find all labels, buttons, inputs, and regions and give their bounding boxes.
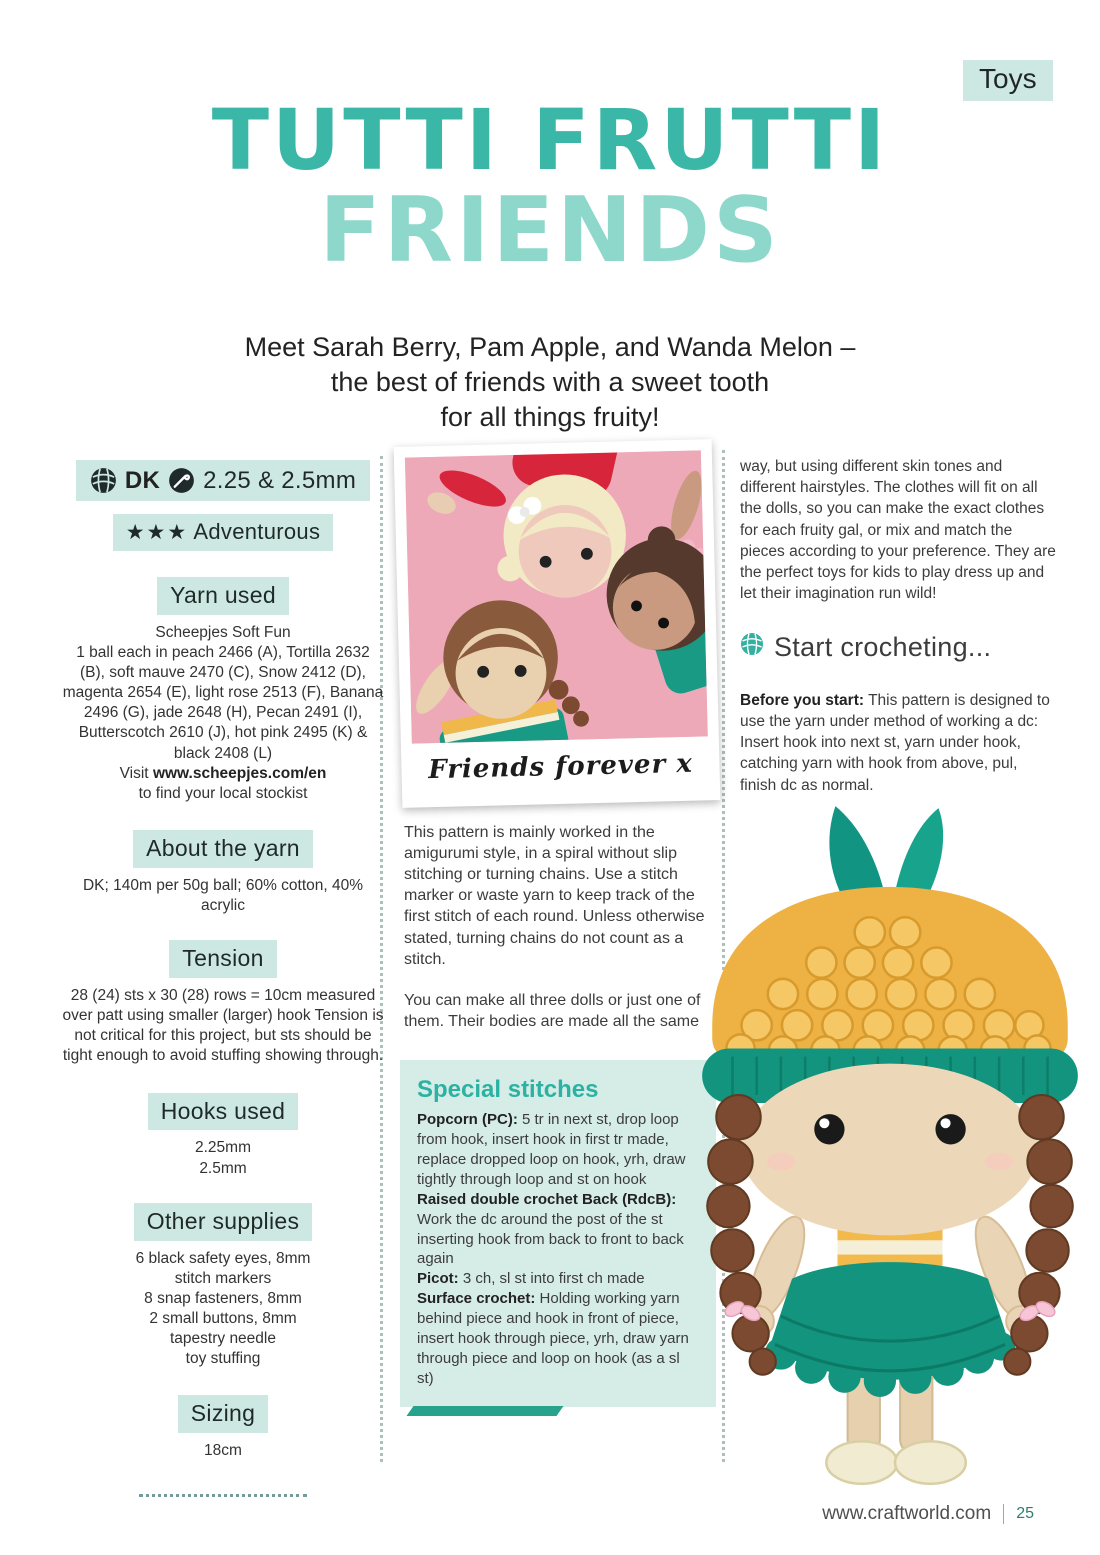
- about-yarn-text: DK; 140m per 50g ball; 60% cotton, 40% acrylic: [82, 876, 364, 914]
- article-subtitle: [0, 330, 1100, 435]
- page-number: 25: [1016, 1505, 1034, 1522]
- polaroid-photo: [394, 439, 721, 808]
- section-heading-yarn-used: Yarn used: [157, 577, 289, 615]
- intro-column: [740, 456, 1056, 811]
- pineapple-doll-illustration: [688, 796, 1092, 1503]
- pattern-intro-para: This pattern is mainly worked in the amigurumi style, in a spiral without slip stitching or turning chains. Use a stitch marker or waste yarn to keep track of the first stitch of each round. Unless otherwise stated, turning chains do not count as a stitch.: [404, 824, 705, 968]
- tension-text: 28 (24) sts x 30 (28) rows = 10cm measured over patt using smaller (larger) hook Tension is not critical for this project, but sts should be tight enough to avoid stuffing showing through.: [62, 987, 384, 1065]
- section-heading-hooks: Hooks used: [148, 1093, 298, 1131]
- supply-item: 2 small buttons, 8mm: [149, 1310, 297, 1328]
- start-crocheting-heading: Start crocheting...: [740, 629, 1056, 666]
- stitch-definition: 5 tr in next st, drop loop from hook, insert hook in first tr made, replace dropped loop on hook, yrh, draw tightly through loop and st on hook: [417, 1110, 686, 1188]
- yarn-icon: [740, 629, 764, 666]
- specs-column: [62, 460, 384, 1497]
- right-intro-para: way, but using different skin tones and different hairstyles. The clothes will fit on all the dolls, so you can make the exact clothes for each fruity gal, or mix and match the pieces according to your preference. They are the perfect toys for kids to play dress up and let their imagination run wild!: [740, 458, 1056, 603]
- before-you-start-term: Before you start:: [740, 691, 865, 709]
- subtitle-line: for all things fruity!: [440, 402, 660, 433]
- section-heading-about: About the yarn: [133, 830, 313, 868]
- hook-size-item: 2.25mm: [195, 1139, 251, 1157]
- dotted-rule: [139, 1494, 307, 1497]
- sizing-value: 18cm: [204, 1442, 242, 1460]
- supply-item: stitch markers: [174, 1269, 272, 1287]
- yarn-weight: DK: [124, 467, 161, 494]
- section-heading-supplies: Other supplies: [134, 1203, 313, 1241]
- pattern-note-para: You can make all three dolls or just one of them. Their bodies are made all the same: [404, 991, 701, 1030]
- supply-item: toy stuffing: [185, 1350, 261, 1368]
- stitch-definition: 3 ch, sl st into first ch made: [462, 1270, 645, 1288]
- supply-item: 8 snap fasteners, 8mm: [144, 1289, 302, 1307]
- difficulty-label: Adventurous: [193, 519, 321, 545]
- before-you-start-para: Before you start: This pattern is designed to use the yarn under method of working a dc: Insert hook into next st, yarn under hook, catching yarn with hook from above, pul, finish dc as normal.: [740, 691, 1050, 794]
- footer: [822, 1503, 1034, 1525]
- stitch-term: Picot:: [417, 1270, 459, 1288]
- stockist-note: to find your local stockist: [138, 784, 308, 802]
- stitch-item: [417, 1289, 699, 1389]
- star-icons: ★★★: [125, 521, 189, 545]
- yarn-used-text: [62, 623, 384, 804]
- stitch-term: Raised double crochet Back (RdcB):: [417, 1190, 677, 1208]
- spec-badge: [76, 460, 370, 501]
- photo-caption: Friends forever x: [427, 748, 694, 786]
- yarn-ball-icon: [90, 467, 117, 494]
- site-url: www.craftworld.com: [822, 1503, 992, 1524]
- supply-item: 6 black safety eyes, 8mm: [135, 1249, 311, 1267]
- stitch-item: [417, 1110, 699, 1190]
- stitch-item: [417, 1269, 699, 1289]
- stitch-term: Popcorn (PC):: [417, 1110, 518, 1128]
- title-line-1: TUTTI FRUTTI: [211, 91, 889, 189]
- section-heading-tension: Tension: [169, 940, 276, 978]
- yarn-brand: Scheepjes Soft Fun: [155, 623, 291, 641]
- yarn-colors: 1 ball each in peach 2466 (A), Tortilla 2632 (B), soft mauve 2470 (C), Snow 2412 (D), magenta 2654 (E), light rose 2513 (F), Banana 2496 (G), jade 2648 (H), Pecan 2491 (I), Butterscotch 2610 (J), hot pink 2495 (K) & black 2408 (L): [62, 643, 384, 762]
- stitch-item: [417, 1190, 699, 1270]
- article-title: [0, 91, 1100, 284]
- supplies-list: [62, 1249, 384, 1370]
- hook-size-item: 2.5mm: [199, 1159, 247, 1177]
- dolls-photo-illustration: [405, 450, 708, 743]
- section-heading-sizing: Sizing: [178, 1395, 268, 1433]
- hooks-list: [62, 1138, 384, 1178]
- stitch-term: Surface crochet:: [417, 1290, 536, 1308]
- yarn-website-url: www.scheepjes.com/en: [152, 764, 327, 782]
- crochet-hook-icon: [168, 467, 195, 494]
- subtitle-line: the best of friends with a sweet tooth: [330, 367, 770, 398]
- title-line-2: FRIENDS: [319, 178, 781, 284]
- special-stitches-heading: Special stitches: [417, 1075, 599, 1103]
- subtitle-line: Meet Sarah Berry, Pam Apple, and Wanda Melon –: [244, 332, 856, 362]
- pattern-column: [398, 443, 718, 1407]
- yarn-website: Visit www.scheepjes.com/en: [119, 764, 327, 782]
- supply-item: tapestry needle: [170, 1330, 276, 1348]
- hook-sizes: 2.25 & 2.5mm: [203, 467, 357, 494]
- stitch-definition: Holding working yarn behind piece and hook in front of piece, insert hook through piece, yrh, draw yarn through piece and loop on hook (as a sl st): [417, 1290, 689, 1388]
- special-stitches-box: [400, 1060, 716, 1407]
- difficulty-badge: [113, 514, 334, 551]
- category-badge: Toys: [963, 60, 1053, 101]
- footer-divider: [1003, 1504, 1004, 1524]
- stitch-definition: Work the dc around the post of the st inserting hook from back to front to back again: [417, 1210, 684, 1268]
